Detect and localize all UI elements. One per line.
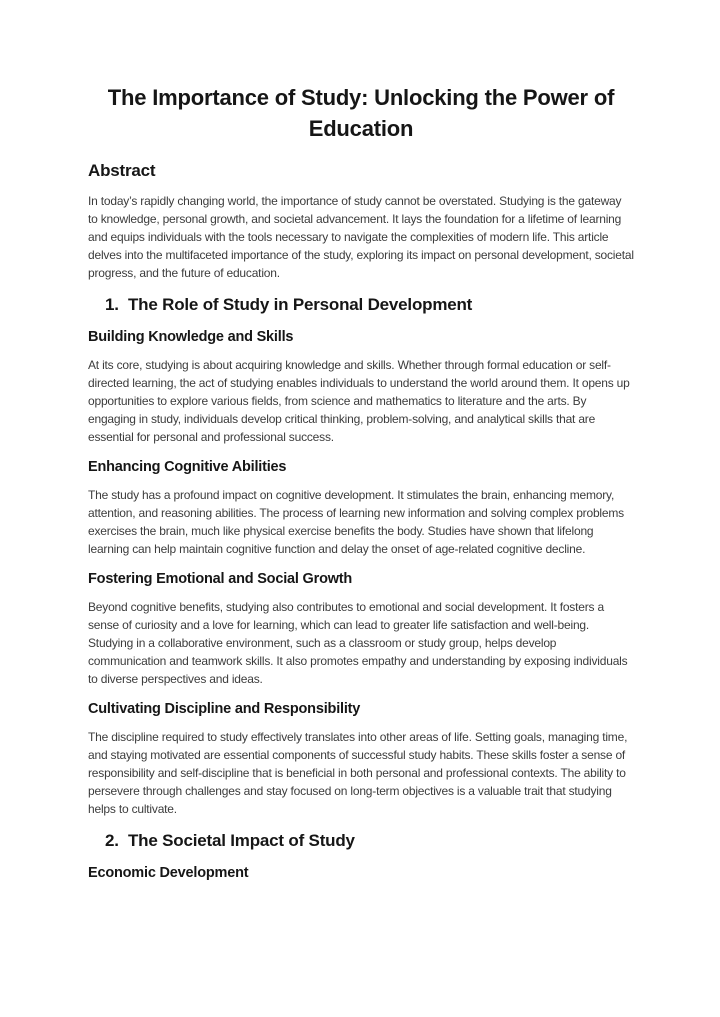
section-1-number: 1. [105, 295, 119, 314]
section-1-heading [88, 294, 634, 316]
subsection-building-knowledge-paragraph: At its core, studying is about acquiring knowledge and skills. Whether through formal education or self-directed learning, the act of studying enables individuals to understand the world around them. It opens up opportunities to explore various fields, from science and mathematics to literature and the arts. By engaging in study, individuals develop critical thinking, problem-solving, and analytical skills that are essential for personal and professional success. [88, 358, 630, 444]
subsection-emotional-social-paragraph: Beyond cognitive benefits, studying also contributes to emotional and social development. It fosters a sense of curiosity and a love for learning, which can lead to greater life satisfaction and well-being. Studying in a collaborative environment, such as a classroom or study group, helps develop communication and teamwork skills. It also promotes empathy and understanding by exposing individuals to diverse perspectives and ideas. [88, 600, 628, 686]
subsection-discipline-responsibility-heading: Cultivating Discipline and Responsibility [88, 701, 361, 717]
subsection-cognitive-abilities-paragraph: The study has a profound impact on cognitive development. It stimulates the brain, enhancing memory, attention, and reasoning abilities. The process of learning new information and solving complex problems exercises the brain, much like physical exercise benefits the body. Studies have shown that lifelong learning can help maintain cognitive function and delay the onset of age-related cognitive decline. [88, 488, 624, 556]
subsection-building-knowledge-heading: Building Knowledge and Skills [88, 329, 294, 345]
subsection-economic-development-heading: Economic Development [88, 865, 249, 881]
subsection-cognitive-abilities-heading: Enhancing Cognitive Abilities [88, 459, 287, 475]
section-1-heading-text: The Role of Study in Personal Development [128, 295, 473, 314]
section-2-heading-text: The Societal Impact of Study [128, 831, 355, 850]
subsection-emotional-social-heading: Fostering Emotional and Social Growth [88, 571, 353, 587]
document-title: The Importance of Study: Unlocking the Power of Education [107, 85, 615, 141]
subsection-discipline-responsibility-paragraph: The discipline required to study effectively translates into other areas of life. Setting goals, managing time, and staying motivated are essential components of successful study habits. These skills foster a sense of responsibility and self-discipline that is beneficial in both personal and professional contexts. The ability to persevere through challenges and stay focused on long-term objectives is a valuable trait that studying helps to cultivate. [88, 730, 628, 816]
abstract-paragraph: In today’s rapidly changing world, the importance of study cannot be overstated. Studying is the gateway to knowledge, personal growth, and societal advancement. It lays the foundation for a lifetime of learning and equips individuals with the tools necessary to navigate the complexities of modern life. This article delves into the multifaceted importance of the study, exploring its impact on personal development, societal progress, and the future of education. [88, 194, 634, 280]
abstract-heading: Abstract [88, 161, 156, 180]
section-2-heading [88, 830, 634, 852]
section-2-number: 2. [105, 831, 119, 850]
